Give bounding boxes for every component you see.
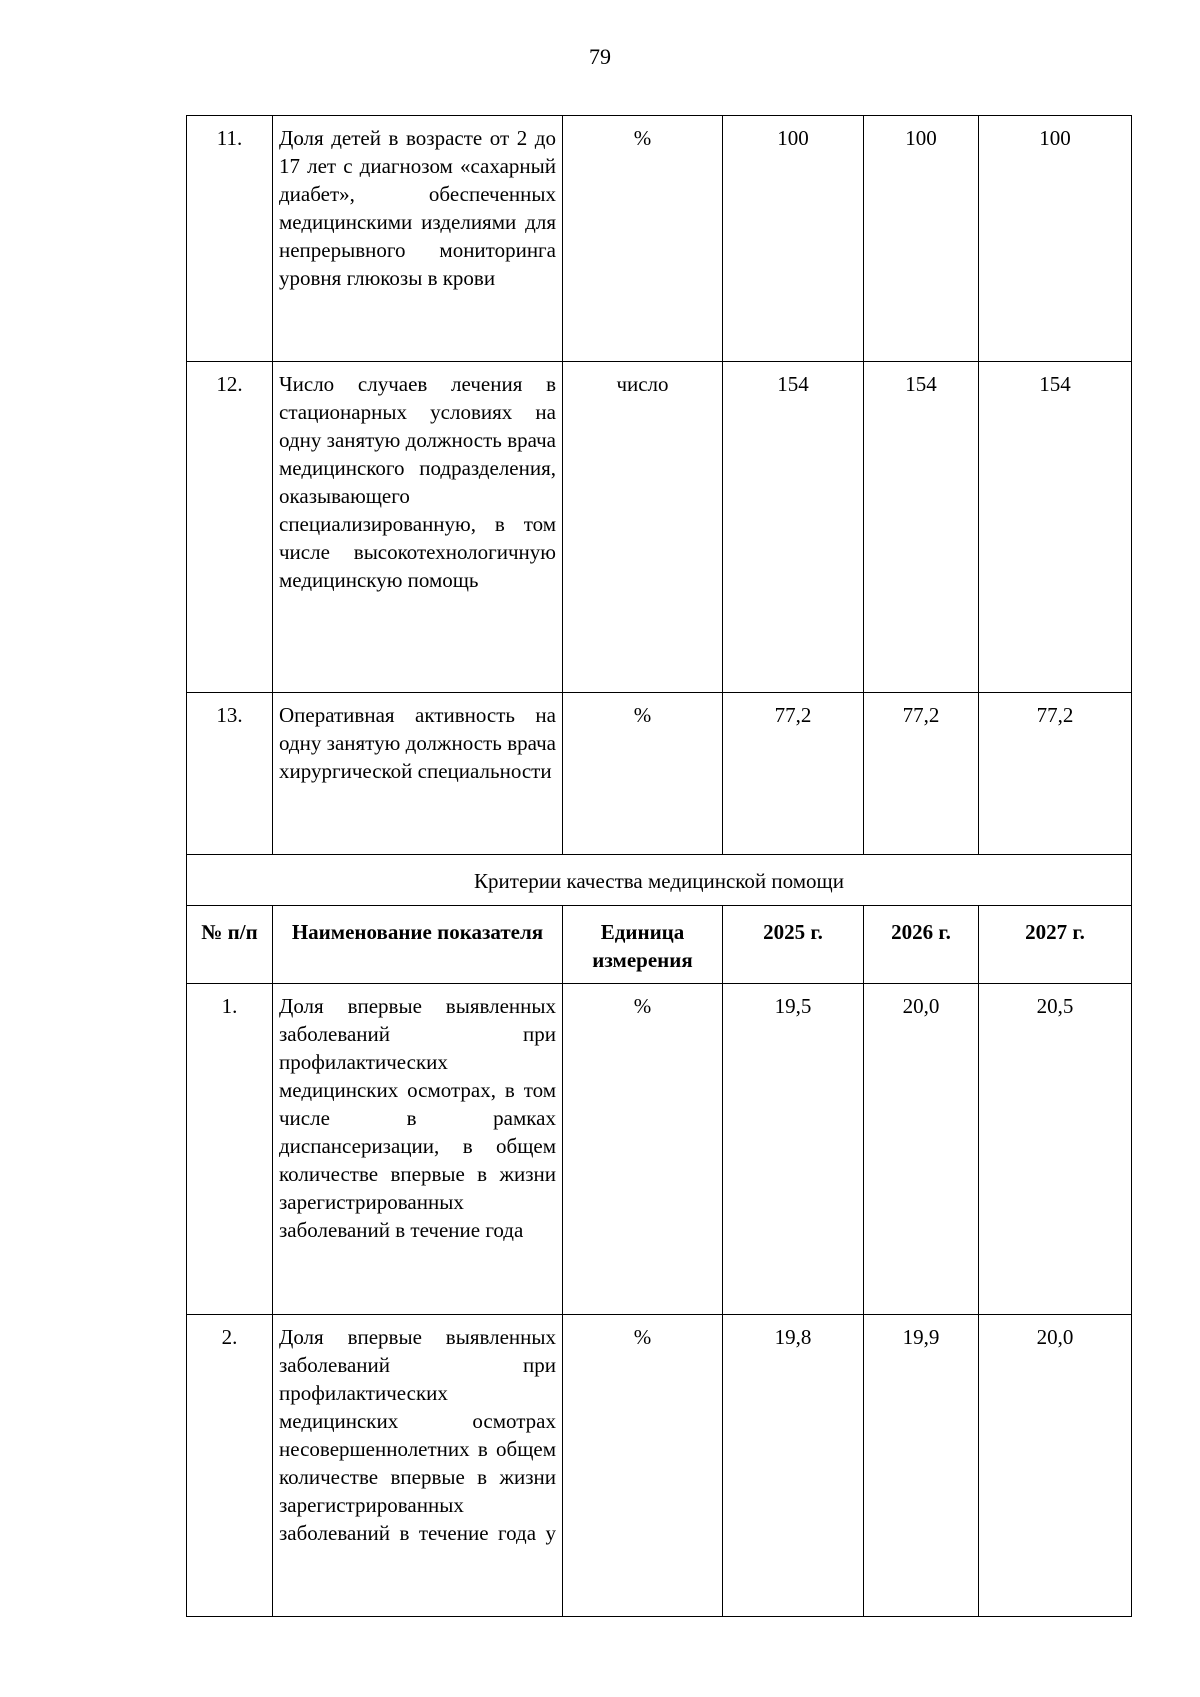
table-row bbox=[187, 1315, 1132, 1617]
header-num: № п/п bbox=[187, 906, 273, 984]
row-number: 11. bbox=[187, 116, 273, 362]
value-2027: 100 bbox=[979, 116, 1132, 362]
header-name: Наименование показателя bbox=[273, 906, 563, 984]
row-number: 1. bbox=[187, 984, 273, 1315]
header-row bbox=[187, 906, 1132, 984]
value-2025: 19,5 bbox=[723, 984, 864, 1315]
page-number: 79 bbox=[589, 44, 611, 69]
indicators-table bbox=[186, 115, 1132, 1617]
indicator-name: Доля детей в возрасте от 2 до 17 лет с диагнозом «сахарный диабет», обеспеченных медицинскими изделиями для непрерывного мониторинга уровня глюкозы в крови bbox=[273, 116, 563, 362]
value-2026: 154 bbox=[864, 362, 979, 693]
value-2025: 100 bbox=[723, 116, 864, 362]
table-row bbox=[187, 116, 1132, 362]
unit-cell: % bbox=[563, 1315, 723, 1617]
value-2027: 77,2 bbox=[979, 693, 1132, 855]
unit-cell: % bbox=[563, 693, 723, 855]
value-2026: 77,2 bbox=[864, 693, 979, 855]
header-unit: Единица измерения bbox=[563, 906, 723, 984]
unit-cell: % bbox=[563, 116, 723, 362]
value-2027: 20,0 bbox=[979, 1315, 1132, 1617]
indicator-name: Доля впервые выявленных заболеваний при профилактических медицинских осмотрах несовершеннолетних в общем количестве впервые в жизни зарегистрированных заболеваний в течение года у bbox=[273, 1315, 563, 1617]
value-2025: 19,8 bbox=[723, 1315, 864, 1617]
value-2027: 20,5 bbox=[979, 984, 1132, 1315]
unit-cell: число bbox=[563, 362, 723, 693]
table-row bbox=[187, 362, 1132, 693]
section-title: Критерии качества медицинской помощи bbox=[187, 855, 1132, 906]
value-2027: 154 bbox=[979, 362, 1132, 693]
value-2026: 19,9 bbox=[864, 1315, 979, 1617]
indicator-name: Оперативная активность на одну занятую должность врача хирургической специальности bbox=[273, 693, 563, 855]
value-2026: 100 bbox=[864, 116, 979, 362]
unit-cell: % bbox=[563, 984, 723, 1315]
indicator-name: Доля впервые выявленных заболеваний при профилактических медицинских осмотрах, в том числе в рамках диспансеризации, в общем количестве впервые в жизни зарегистрированных заболеваний в течение года bbox=[273, 984, 563, 1315]
row-number: 12. bbox=[187, 362, 273, 693]
value-2025: 77,2 bbox=[723, 693, 864, 855]
indicator-name: Число случаев лечения в стационарных условиях на одну занятую должность врача медицинского подразделения, оказывающего специализированную, в том числе высокотехнологичную медицинскую помощь bbox=[273, 362, 563, 693]
section-row bbox=[187, 855, 1132, 906]
header-2025: 2025 г. bbox=[723, 906, 864, 984]
row-number: 13. bbox=[187, 693, 273, 855]
header-2027: 2027 г. bbox=[979, 906, 1132, 984]
value-2025: 154 bbox=[723, 362, 864, 693]
value-2026: 20,0 bbox=[864, 984, 979, 1315]
header-2026: 2026 г. bbox=[864, 906, 979, 984]
row-number: 2. bbox=[187, 1315, 273, 1617]
table-row bbox=[187, 693, 1132, 855]
table-row bbox=[187, 984, 1132, 1315]
